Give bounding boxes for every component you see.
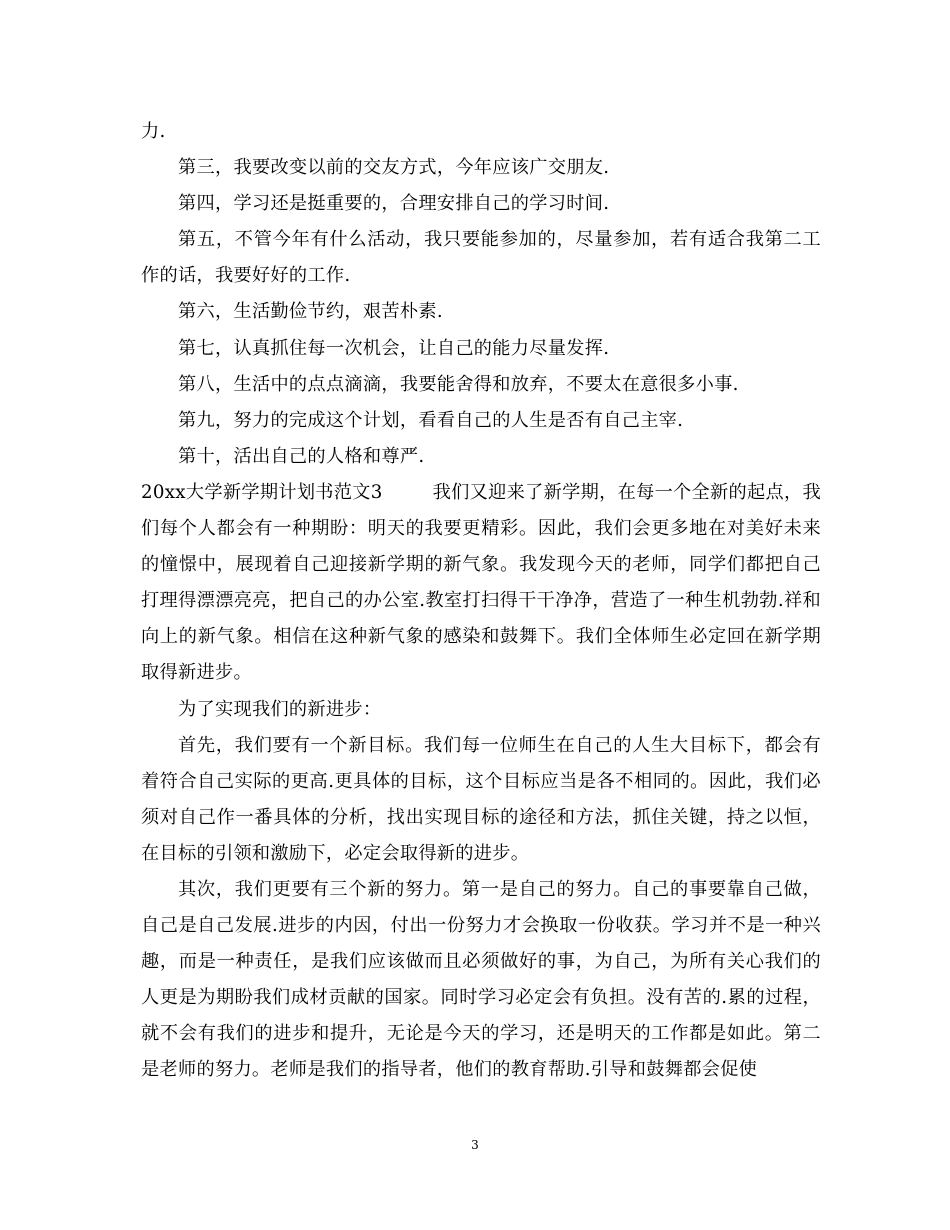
paragraph-item-fifth: 第五，不管今年有什么活动，我只要能参加的，尽量参加，若有适合我第二工作的话，我要好好的工作. [141,229,821,287]
paragraph-continuation: 力. [141,121,166,142]
paragraph-item-sixth: 第六，生活勤俭节约，艰苦朴素. [178,301,443,323]
paragraph-item-eighth: 第八，生活中的点点滴滴，我要能舍得和放弃，不要太在意很多小事. [178,373,739,395]
section-intro-text: 我们又迎来了新学期，在每一个全新的起点，我们每个人都会有一种期盼：明天的我要更精彩。因此，我们会更多地在对美好未来的憧憬中，展现着自己迎接新学期的新气象。我发现今天的老师，同学们都把自己打理得漂漂亮亮，把自己的办公室.教室打扫得干干净净，营造了一种生机勃勃.祥和向上的新气象。相信在这种新气象的感染和鼓舞下。我们全体师生必定回在新学期取得新进步。 [141,481,821,684]
paragraph-item-fourth: 第四，学习还是挺重要的，合理安排自己的学习时间. [178,193,610,215]
paragraph-item-seventh: 第七，认真抓住每一次机会，让自己的能力尽量发挥. [178,337,610,359]
paragraph-goal-lead: 为了实现我们的新进步： [178,698,382,720]
page-number: 3 [471,1138,479,1152]
paragraph-second-effort: 其次，我们更要有三个新的努力。第一是自己的努力。自己的事要靠自己做，自己是自己发展.进步的内因，付出一份努力才会换取一份收获。学习并不是一种兴趣，而是一种责任，是我们应该做而且必须做好的事，为自己，为所有关心我们的人更是为期盼我们成材贡献的国家。同时学习必定会有负担。没有苦的.累的过程，就不会有我们的进步和提升，无论是今天的学习，还是明天的工作都是如此。第二是老师的努力。老师是我们的指导者，他们的教育帮助.引导和鼓舞都会促使 [141,878,821,1081]
section-heading: 20xx大学新学期计划书范文3 [141,481,383,503]
paragraph-item-third: 第三，我要改变以前的交友方式，今年应该广交朋友. [178,157,610,179]
section-paragraph [141,475,821,692]
document-body [141,114,821,1089]
paragraph-item-ninth: 第九，努力的完成这个计划，看看自己的人生是否有自己主宰. [178,409,684,431]
paragraph-item-tenth: 第十，活出自己的人格和尊严. [178,445,425,467]
paragraph-first-goal: 首先，我们要有一个新目标。我们每一位师生在自己的人生大目标下，都会有着符合自己实际的更高.更具体的目标，这个目标应当是各不相同的。因此，我们必须对自己作一番具体的分析，找出实现目标的途径和方法，抓住关键，持之以恒，在目标的引领和激励下，必定会取得新的进步。 [141,734,821,864]
